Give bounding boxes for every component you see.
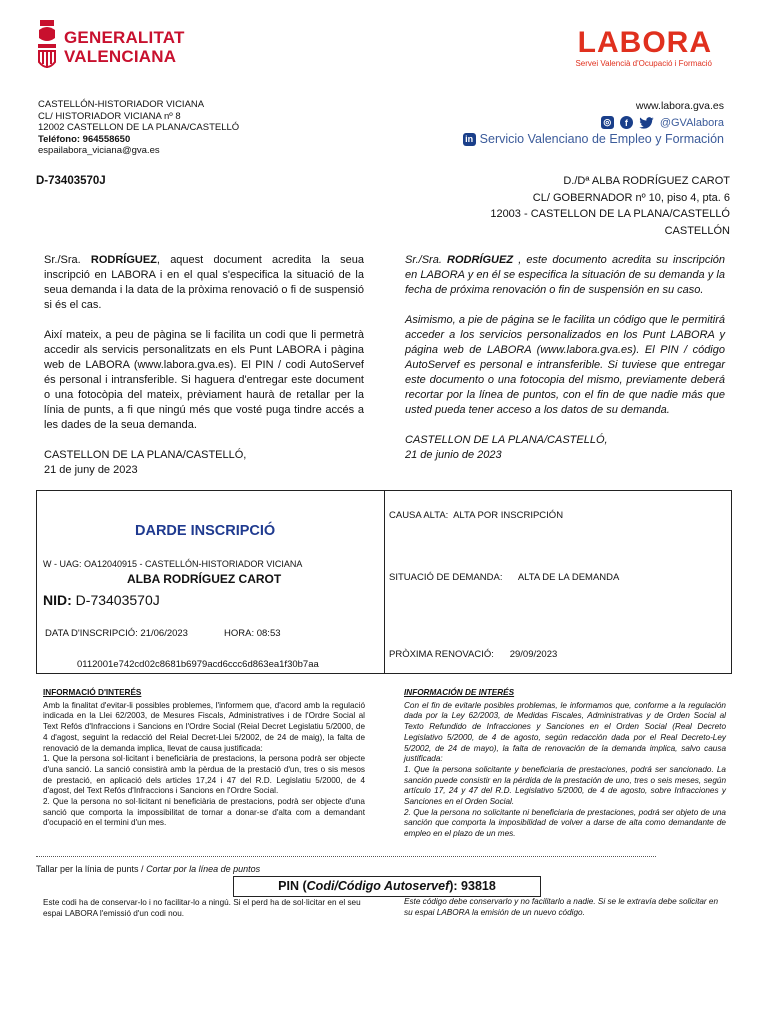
info-es-item-1: 1. Que la persona solicitante y beneficiaria de prestaciones, podrá ser sancionado. La sanción puede consistir en la pérdida de la prestación de uno, tres o seis meses, según artículo 17, 24 y 47 del R.D. Legislativo 5/2000, de 4 de agosto, sobre Infracciones y Sanciones en el Orden Social. <box>404 764 726 807</box>
darde-title: DARDE INSCRIPCIÓ <box>135 523 276 539</box>
gv-line1: GENERALITAT <box>64 28 185 47</box>
info-valencian <box>43 688 365 829</box>
website-link[interactable]: www.labora.gva.es <box>635 100 724 112</box>
body-va-date: 21 de juny de 2023 <box>44 464 138 476</box>
office-line-email: espailabora_viciana@gva.es <box>38 145 160 156</box>
recipient-province: CASTELLÓN <box>664 224 730 237</box>
instagram-icon[interactable]: ◎ <box>601 116 614 129</box>
info-spanish <box>404 688 726 840</box>
info-va-text: Amb la finalitat d'evitar-li possibles problemes, l'informem que, d'acord amb la regulació indicada en la Llei 62/2003, de Mesures Fiscals, Administratives i de l'Ordre Social al Text Refós d'Infraccions i Sancions en l'Ordre Social (Reial Decret Legislatiu 5/2000, de 4 d'agost, seguint la redacció del Reial Decret-Llei 5/2002, de 24 de maig), la falta de renovació de la demanda implica, llevat de causa justificada: <box>43 700 365 753</box>
applicant-name: ALBA RODRÍGUEZ CAROT <box>127 572 282 586</box>
darde-card <box>36 490 732 674</box>
office-line-phone: Teléfono: 964558650 <box>38 133 131 145</box>
generalitat-emblem-icon <box>36 18 58 74</box>
causa-alta: CAUSA ALTA: ALTA POR INSCRIPCIÓN <box>389 510 564 521</box>
inscription-time: HORA: 08:53 <box>224 628 281 639</box>
recipient-address <box>490 173 730 239</box>
linkedin-icon[interactable]: in <box>463 133 476 146</box>
next-renewal: PRÒXIMA RENOVACIÓ: 29/09/2023 <box>389 649 558 660</box>
demand-status: SITUACIÓ DE DEMANDA: ALTA DE LA DEMANDA <box>389 572 620 583</box>
info-va-item-1: 1. Que la persona sol·licitant i beneficiària de prestacions, la persona podrà ser objecte d'una sanció. La sanció consistirà amb la pèrdua de la prestació d'un, tres o sis mesos de prestació, en aplicació dels articles 17,24 i 47 del R.D. Legislatiu 5/2000, de 4 d'agost, del Text Refós d'Infraccions i Sancions en l'Ordre Social. <box>43 754 365 796</box>
cut-instruction: Tallar per la línia de punts / Cortar por la línea de puntos <box>36 864 261 874</box>
info-es-item-2: 2. Que la persona no solicitante ni beneficiaria de prestaciones, podrá ser objeto de una sanción que comporta la imposibilidad de volver a darse de alta como demandante de empleo en el plazo de un mes. <box>404 807 726 839</box>
office-line-street: CL/ HISTORIADOR VICIANA nº 8 <box>38 110 181 122</box>
nid-line: NID: D-73403570J <box>43 592 160 608</box>
body-spanish <box>405 253 725 463</box>
info-es-title: INFORMACIÓN DE INTERÉS <box>404 688 515 697</box>
labora-subtitle: Servei Valencià d'Ocupació i Formació <box>575 59 712 68</box>
verification-hash: 0112001e742cd02c8681b6979acd6ccc6d863ea1f30b7aa <box>77 659 319 670</box>
body-es-paragraph-1: Sr./Sra. RODRÍGUEZ , este documento acredita su inscripción en LABORA y en él se especifica la situación de su demanda y la fecha de próxima renovación o fin de suspensión en su caso. <box>405 254 726 296</box>
twitter-icon[interactable] <box>639 117 654 129</box>
card-divider <box>384 491 385 673</box>
body-va-paragraph-2: Així mateix, a peu de pàgina se li facilita un codi que li permetrà accedir als servicis personalitzats en els Punt LABORA i pàgina web de LABORA (www.labora.gva.es). El PIN / codi AutoServef és personal i intransferible. Si haguera d'entregar este document o una fotocòpia del mateix, prèviament haurà de retallar per la línia de punts, a fi que ningú més que vosté puga tindre accés a les dades de la seua demanda. <box>44 329 364 431</box>
body-es-date: 21 de junio de 2023 <box>405 449 502 461</box>
pin-box: PIN (Codi/Código Autoservef): 93818 <box>233 876 541 897</box>
recipient-street: CL/ GOBERNADOR nº 10, piso 4, pta. 6 <box>532 191 730 204</box>
recipient-city: 12003 - CASTELLON DE LA PLANA/CASTELLÓ <box>490 208 730 220</box>
info-es-text: Con el fin de evitarle posibles problemas, le informamos que, conforme a la regulación dada por la Ley 62/2003, de Medidas Fiscales, Administrativas y de Orden Social al Texto Refundido de Infracciones y Sanciones en el Orden Social (Real Decreto Legislativo 5/2000, de 4 de agosto, según redacción dada por el Real Decreto-Ley 5/2002, de 24 de mayo), la falta de renovación de la demanda implica, salvo causa justificada: <box>404 700 726 764</box>
social-links <box>601 116 724 129</box>
body-es-place: CASTELLON DE LA PLANA/CASTELLÓ, <box>405 434 608 446</box>
labora-name: LABORA <box>577 26 712 59</box>
pin-note-valencian: Este codi ha de conservar-lo i no facilitar-lo a ningú. Si el perd ha de sol·licitar en el seu espai LABORA l'emissió d'un codi nou. <box>43 898 361 918</box>
inscription-date: DATA D'INSCRIPCIÓ: 21/06/2023 <box>45 628 188 639</box>
sve-label: Servicio Valenciano de Empleo y Formación <box>479 132 724 146</box>
office-line-name: CASTELLÓN-HISTORIADOR VICIANA <box>38 99 205 110</box>
body-es-paragraph-2: Asimismo, a pie de página se le facilita un código que le permitirá acceder a los servicios personalizados en los Punt LABORA y página web de LABORA (www.labora.gva.es). El PIN / código AutoServef es personal e intransferible. Si tuviese que entregar este documento o una fotocopia del mismo, previamente deberá recortar por la línea de puntos, con el fin de que nadie más que usted pueda tener acceso a los datos de su demanda. <box>405 314 725 416</box>
office-address <box>38 99 239 157</box>
social-handle[interactable]: @GVAlabora <box>659 116 724 129</box>
body-valencian <box>44 253 364 478</box>
body-va-paragraph-1: Sr./Sra. RODRÍGUEZ, aquest document acredita la seua inscripció en LABORA i en el qual s'especifica la situació de la seua demanda i la data de la pròxima renovació o fi de suspensió si és el cas. <box>44 254 364 311</box>
labora-logo <box>575 28 712 68</box>
gv-line2: VALENCIANA <box>64 47 177 66</box>
recipient-name: D./Dª ALBA RODRÍGUEZ CAROT <box>563 175 730 187</box>
sve-line <box>463 132 724 146</box>
reference-id: D-73403570J <box>36 175 106 187</box>
body-va-place: CASTELLON DE LA PLANA/CASTELLÓ, <box>44 449 247 461</box>
uag-line: W - UAG: OA12040915 - CASTELLÓN-HISTORIADOR VICIANA <box>43 559 303 569</box>
info-va-item-2: 2. Que la persona no sol·licitant ni beneficiària de prestacions, podrà ser objecte d'una sanció que comporta la impossibilitat de tornar a donar-se d'alta com a demandant d'ocupació en el termini d'un mes. <box>43 797 365 828</box>
generalitat-wordmark <box>64 28 185 66</box>
info-va-title: INFORMACIÓ D'INTERÉS <box>43 688 142 697</box>
office-line-city: 12002 CASTELLON DE LA PLANA/CASTELLÓ <box>38 122 240 133</box>
facebook-icon[interactable]: f <box>620 116 633 129</box>
cut-line <box>36 856 656 857</box>
pin-note-spanish: Este código debe conservarlo y no facilitarlo a nadie. Si se le extravía debe solicitar en su espai LABORA la emisión de un nuevo código. <box>404 897 719 917</box>
generalitat-logo <box>36 18 186 76</box>
